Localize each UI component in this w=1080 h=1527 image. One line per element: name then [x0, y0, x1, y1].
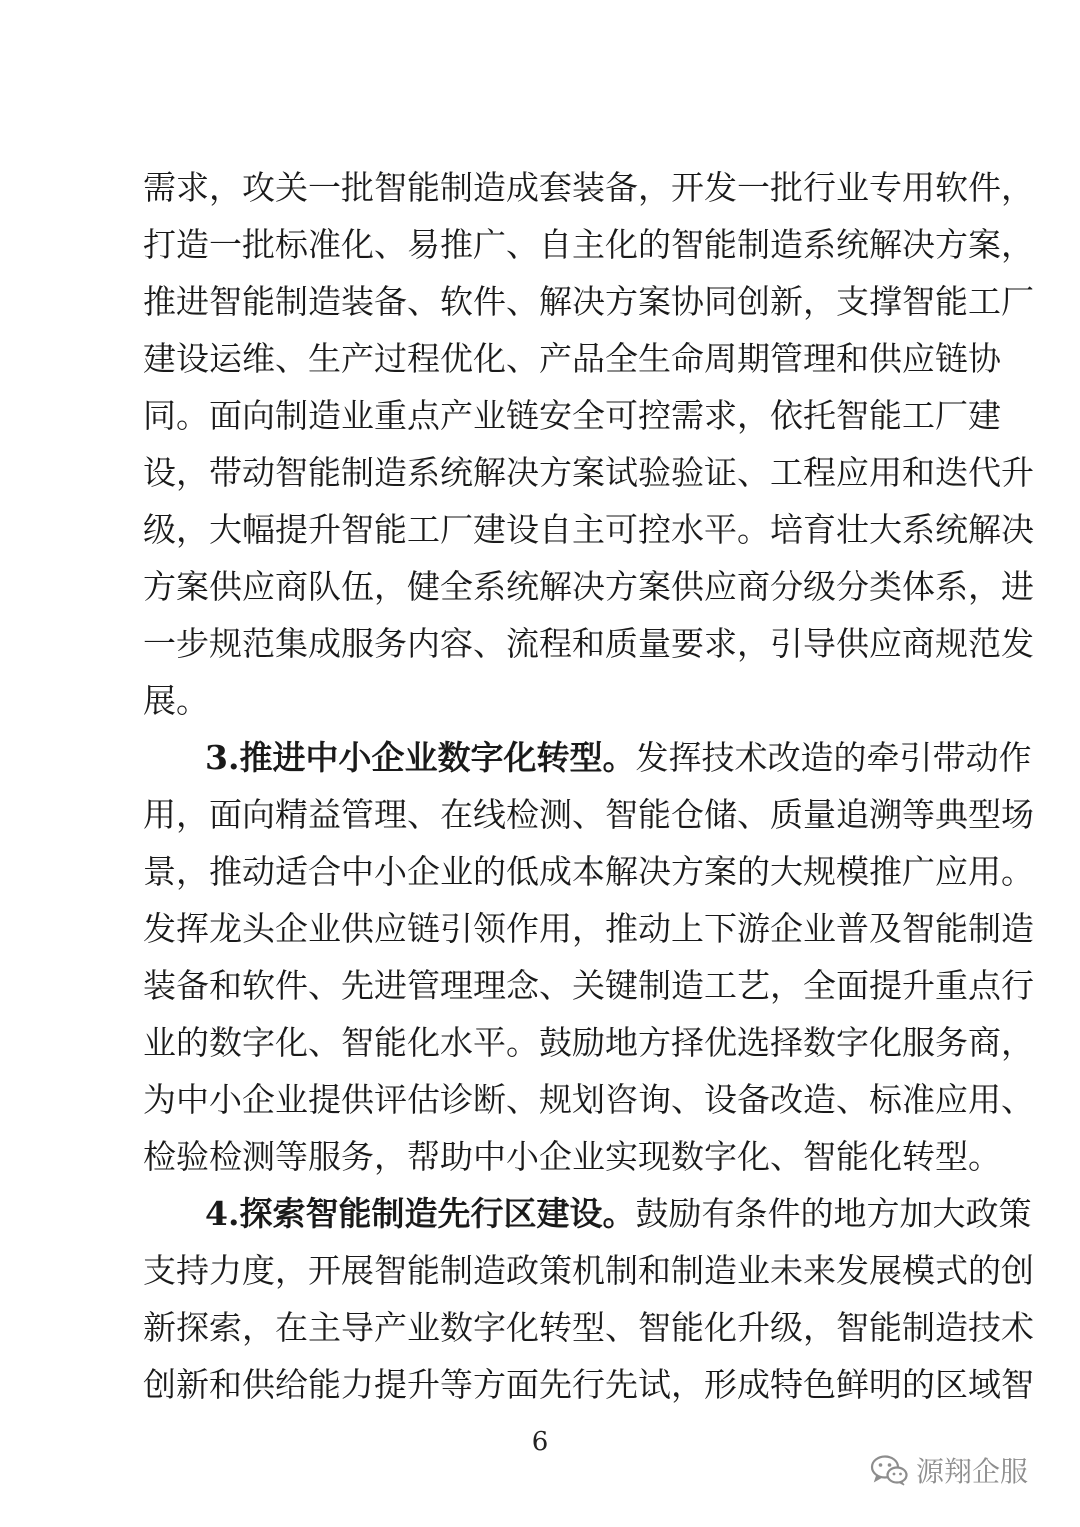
paragraph-line: 新探索，在主导产业数字化转型、智能化升级，智能制造技术 [143, 1308, 1034, 1347]
paragraph-line: 方案供应商队伍，健全系统解决方案供应商分级分类体系，进 [143, 567, 1034, 606]
paragraph-line: 设，带动智能制造系统解决方案试验验证、工程应用和迭代升 [143, 453, 1034, 492]
page-number: 6 [531, 1427, 549, 1457]
section-4-first-line-text: 鼓励有条件的地方加大政策 [635, 1194, 1032, 1233]
paragraph-line: 建设运维、生产过程优化、产品全生命周期管理和供应链协 [143, 339, 1001, 378]
paragraph-line: 检验检测等服务，帮助中小企业实现数字化、智能化转型。 [143, 1137, 1001, 1176]
paragraph-line: 创新和供给能力提升等方面先行先试，形成特色鲜明的区域智 [143, 1365, 1034, 1404]
paragraph-line: 级，大幅提升智能工厂建设自主可控水平。培育壮大系统解决 [143, 510, 1034, 549]
section-3-first-line-text: 发挥技术改造的牵引带动作 [635, 738, 1032, 777]
paragraph-line: 需求，攻关一批智能制造成套装备，开发一批行业专用软件， [143, 168, 1034, 207]
paragraph-line: 同。面向制造业重点产业链安全可控需求，依托智能工厂建 [143, 396, 1001, 435]
paragraph-line: 发挥龙头企业供应链引领作用，推动上下游企业普及智能制造 [143, 909, 1034, 948]
paragraph-line: 打造一批标准化、易推广、自主化的智能制造系统解决方案， [143, 225, 1034, 264]
watermark [870, 1450, 1028, 1490]
paragraph-line: 用，面向精益管理、在线检测、智能仓储、质量追溯等典型场 [143, 795, 1034, 834]
paragraph-line: 一步规范集成服务内容、流程和质量要求，引导供应商规范发 [143, 624, 1034, 663]
paragraph-line: 推进智能制造装备、软件、解决方案协同创新，支撑智能工厂 [143, 282, 1034, 321]
section-4-first-line [205, 1192, 1032, 1236]
paragraph-line: 支持力度，开展智能制造政策机制和制造业未来发展模式的创 [143, 1251, 1034, 1290]
section-3-first-line [205, 736, 1032, 780]
wechat-icon [870, 1453, 908, 1487]
paragraph-line: 为中小企业提供评估诊断、规划咨询、设备改造、标准应用、 [143, 1080, 1034, 1119]
paragraph-line: 装备和软件、先进管理理念、关键制造工艺，全面提升重点行 [143, 966, 1034, 1005]
paragraph-line: 展。 [143, 681, 209, 720]
paragraph-line: 景，推动适合中小企业的低成本解决方案的大规模推广应用。 [143, 852, 1034, 891]
paragraph-line: 业的数字化、智能化水平。鼓励地方择优选择数字化服务商， [143, 1023, 1034, 1062]
section-4-heading: 4.探索智能制造先行区建设。 [205, 1194, 636, 1233]
section-3-heading: 3.推进中小企业数字化转型。 [205, 738, 636, 777]
watermark-label: 源翔企服 [916, 1455, 1029, 1488]
